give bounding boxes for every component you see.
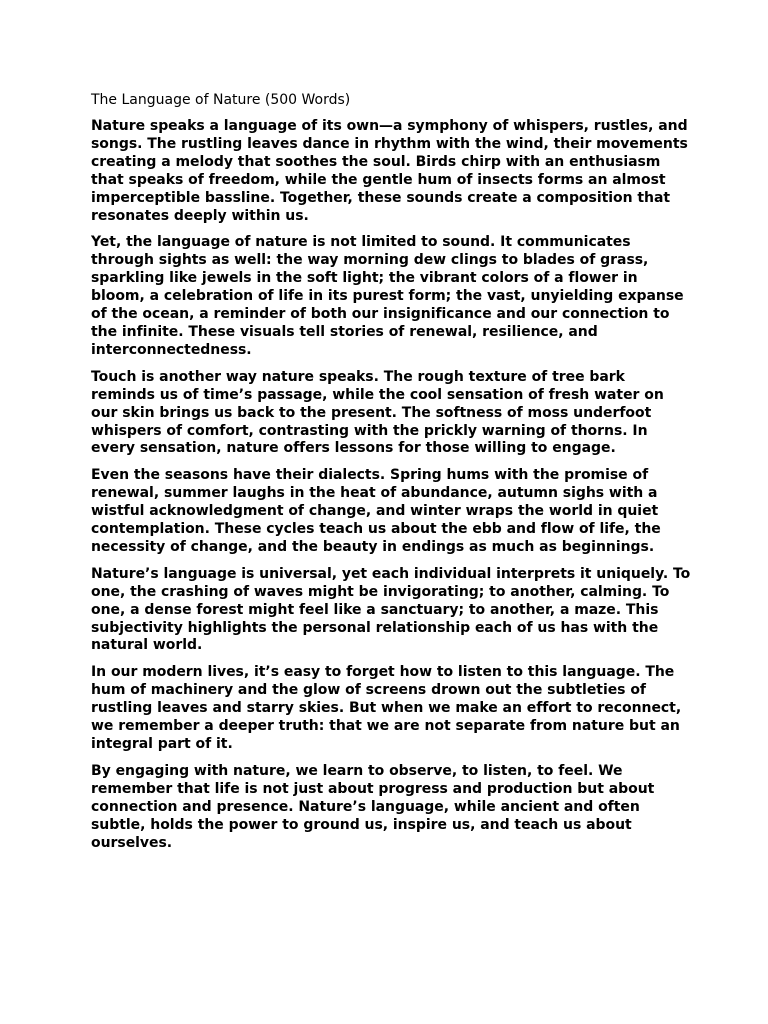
paragraph-4: Even the seasons have their dialects. Spring hums with the promise of renewal, summer laughs in the heat of abundance, autumn sighs with a wistful acknowledgment of change, and winter wraps the world in quiet contemplation. These cycles teach us about the ebb and flow of life, the necessity of change, and the beauty in endings as much as beginnings.: [91, 467, 661, 555]
paragraph-6: In our modern lives, it’s easy to forget how to listen to this language. The hum of machinery and the glow of screens drown out the subtleties of rustling leaves and starry skies. But when we make an effort to reconnect, we remember a deeper truth: that we are not separate from nature but an integral part of it.: [91, 664, 682, 752]
paragraph-7: By engaging with nature, we learn to observe, to listen, to feel. We remember that life is not just about progress and production but about connection and presence. Nature’s language, while ancient and often subtle, holds the power to ground us, inspire us, and teach us about ourselves.: [91, 762, 655, 851]
document-title: The Language of Nature (500 Words): [91, 92, 351, 108]
document-page: [91, 91, 691, 861]
paragraph-2: Yet, the language of nature is not limited to sound. It communicates through sights as well: the way morning dew clings to blades of grass, sparkling like jewels in the soft light; the vibrant colors of a flower in bloom, a celebration of life in its purest form; the vast, unyielding expanse of the ocean, a reminder of both our insignificance and our connection to the infinite. These visuals tell stories of renewal, resilience, and interconnectedness.: [91, 234, 684, 358]
paragraph-1: Nature speaks a language of its own—a symphony of whispers, rustles, and songs. The rustling leaves dance in rhythm with the wind, their movements creating a melody that soothes the soul. Birds chirp with an enthusiasm that speaks of freedom, while the gentle hum of insects forms an almost imperceptible bassline. Together, these sounds create a composition that resonates deeply within us.: [91, 118, 688, 224]
paragraph-5: Nature’s language is universal, yet each individual interprets it uniquely. To one, the crashing of waves might be invigorating; to another, calming. To one, a dense forest might feel like a sanctuary; to another, a maze. This subjectivity highlights the personal relationship each of us has with the natural world.: [91, 565, 691, 654]
paragraph-3: Touch is another way nature speaks. The rough texture of tree bark reminds us of time’s passage, while the cool sensation of fresh water on our skin brings us back to the present. The softness of moss underfoot whispers of comfort, contrasting with the prickly warning of thorns. In every sensation, nature offers lessons for those willing to engage.: [91, 368, 664, 457]
